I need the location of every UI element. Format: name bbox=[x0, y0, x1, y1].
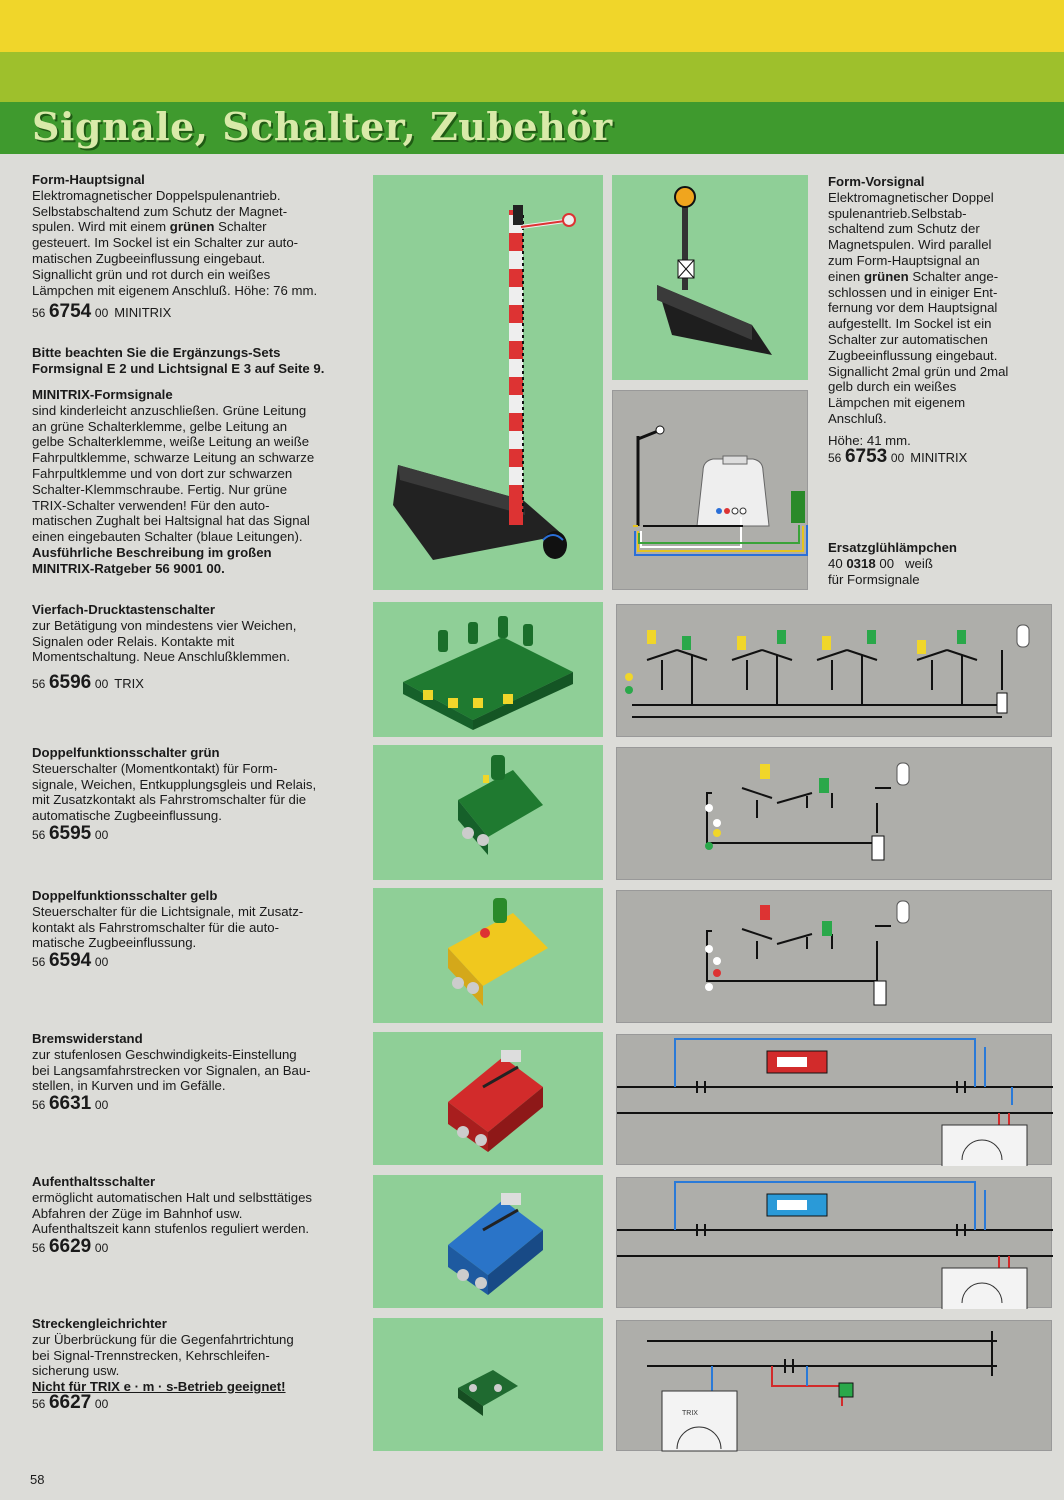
article-number: 56 6627 00 bbox=[32, 1391, 109, 1413]
photo-bremswiderstand bbox=[373, 1032, 603, 1165]
text-line: Ausführliche Beschreibung im großen bbox=[32, 544, 272, 560]
article-number: 56 6753 00 MINITRIX bbox=[828, 445, 968, 467]
text-line: Aufenthaltszeit kann stufenlos reguliert werden. bbox=[32, 1221, 310, 1237]
text-line: für Formsignale bbox=[828, 571, 920, 587]
text-line: sind kinderleicht anzuschließen. Grüne Leitung bbox=[32, 402, 307, 418]
page-number: 58 bbox=[30, 1472, 45, 1487]
text-line: Schalter ange- bbox=[912, 268, 999, 284]
text-line: Anschluß. bbox=[828, 410, 887, 426]
text-line: Selbstabschaltend zum Schutz der Magnet- bbox=[32, 203, 288, 219]
height-spec: Höhe: 41 mm. bbox=[828, 432, 911, 448]
text-line: an grüne Schalterklemme, gelbe Leitung an bbox=[32, 418, 288, 434]
text-line: matischen Zughalt bei Haltsignal hat das Signal bbox=[32, 513, 310, 529]
text-line: bei Signal-Trennstrecken, Kehrschleifen- bbox=[32, 1347, 270, 1363]
article-number: 40 0318 00 weiß bbox=[828, 555, 933, 571]
aufenthalt-text bbox=[32, 1174, 367, 1257]
text-line: Momentschaltung. Neue Anschlußklemmen. bbox=[32, 649, 291, 665]
text-line: Lämpchen mit eigenem bbox=[828, 395, 966, 411]
text-line: automatische Zugbeeinflussung. bbox=[32, 808, 222, 824]
text-line: spulen. Wird mit einem bbox=[32, 219, 167, 235]
text-line: einen eingebauten Schalter (blaue Leitungen). bbox=[32, 529, 303, 545]
photo-doppel-gelb bbox=[373, 888, 603, 1023]
photo-form-hauptsignal bbox=[373, 175, 603, 590]
text-line: Steuerschalter (Momentkontakt) für Form- bbox=[32, 760, 278, 776]
text-line: ermöglicht automatischen Halt und selbsttätiges bbox=[32, 1189, 313, 1205]
text-line: TRIX-Schalter verwenden! Für den auto- bbox=[32, 497, 270, 513]
text-line: gelbe Schalterklemme, weiße Leitung an weiße bbox=[32, 434, 310, 450]
ersatz-title: Ersatzglühlämpchen bbox=[828, 540, 957, 555]
emphasis-green: grünen bbox=[863, 268, 909, 284]
text-line: matischen Zugbeeinflussung eingebaut. bbox=[32, 250, 266, 266]
text-line: Zugbeeinflussung eingebaut. bbox=[828, 347, 998, 363]
text-line: Fahrpultklemme und von dort zur schwarzen bbox=[32, 465, 293, 481]
strecken-title: Streckengleichrichter bbox=[32, 1316, 167, 1331]
ergaenzung-note bbox=[32, 345, 362, 377]
article-number: 56 6629 00 bbox=[32, 1236, 109, 1258]
diagram-aufenthalt-wiring bbox=[616, 1177, 1052, 1308]
doppel-gelb-title: Doppelfunktionsschalter gelb bbox=[32, 888, 218, 903]
text-line: zum Form-Hauptsignal an bbox=[828, 252, 980, 268]
text-line: schaltend zum Schutz der bbox=[828, 221, 980, 237]
text-line: Signalen oder Relais. Kontakte mit bbox=[32, 633, 235, 649]
form-hauptsignal-title: Form-Hauptsignal bbox=[32, 172, 145, 187]
page-title: Signale, Schalter, Zubehör bbox=[32, 104, 613, 149]
photo-form-vorsignal bbox=[612, 175, 808, 380]
text-line: gesteuert. Im Sockel ist ein Schalter zur auto- bbox=[32, 235, 299, 251]
form-vorsignal-title: Form-Vorsignal bbox=[828, 174, 925, 189]
minitrix-formsignale-title: MINITRIX-Formsignale bbox=[32, 387, 173, 402]
emphasis-green: grünen bbox=[169, 219, 215, 235]
form-hauptsignal-text bbox=[32, 172, 362, 322]
photo-doppel-gruen bbox=[373, 745, 603, 880]
text-line: zur Überbrückung für die Gegenfahrtrichtung bbox=[32, 1331, 294, 1347]
text-line: zur stufenlosen Geschwindigkeits-Einstellung bbox=[32, 1046, 297, 1062]
doppel-gruen-text bbox=[32, 745, 367, 844]
text-line: kontakt als Fahrstromschalter für die auto- bbox=[32, 919, 280, 935]
diagram-vierfach-wiring bbox=[616, 604, 1052, 737]
text-line: fernung vor dem Hauptsignal bbox=[828, 300, 998, 316]
header-band-lime bbox=[0, 52, 1064, 102]
diagram-doppel-gruen-wiring bbox=[616, 747, 1052, 880]
text-line: Schalter bbox=[218, 219, 267, 235]
diagram-doppel-gelb-wiring bbox=[616, 890, 1052, 1023]
doppel-gelb-text bbox=[32, 888, 367, 971]
text-line: Abfahren der Züge im Bahnhof usw. bbox=[32, 1205, 243, 1221]
text-line: bei Langsamfahrstrecken vor Signalen, an Bau- bbox=[32, 1062, 311, 1078]
text-line: Steuerschalter für die Lichtsignale, mit Zusatz- bbox=[32, 903, 304, 919]
text-line: matische Zugbeeinflussung. bbox=[32, 935, 197, 951]
text-line: Fahrpultklemme, schwarze Leitung an schwarze bbox=[32, 450, 315, 466]
photo-streckengleichrichter bbox=[373, 1318, 603, 1451]
text-line: zur Betätigung von mindestens vier Weichen, bbox=[32, 617, 297, 633]
text-line: Formsignal E 2 und Lichtsignal E 3 auf Seite 9. bbox=[32, 360, 325, 376]
text-line: Signallicht grün und rot durch ein weißes bbox=[32, 266, 271, 282]
text-line: gelb durch ein weißes bbox=[828, 379, 957, 395]
diagram-formsignal-wiring bbox=[612, 390, 808, 590]
brems-text bbox=[32, 1031, 367, 1114]
form-vorsignal-text bbox=[828, 174, 1053, 466]
article-number: 56 6631 00 bbox=[32, 1093, 109, 1115]
ersatz-text bbox=[828, 540, 1053, 587]
text-line: Bitte beachten Sie die Ergänzungs-Sets bbox=[32, 345, 281, 360]
diagram-brems-wiring bbox=[616, 1034, 1052, 1165]
text-line: Schalter-Klemmschraube. Fertig. Nur grüne bbox=[32, 481, 288, 497]
text-line: einen bbox=[828, 268, 861, 284]
article-number: 56 6594 00 bbox=[32, 950, 109, 972]
text-line: spulenantrieb.Selbstab- bbox=[828, 205, 967, 221]
text-line: stellen, in Kurven und im Gefälle. bbox=[32, 1078, 226, 1094]
photo-vierfach-schalter bbox=[373, 602, 603, 737]
text-line: mit Zusatzkontakt als Fahrstromschalter für die bbox=[32, 792, 307, 808]
text-line: Elektromagnetischer Doppelspulenantrieb. bbox=[32, 187, 281, 203]
article-number: 56 6596 00 TRIX bbox=[32, 672, 144, 694]
minitrix-formsignale-text bbox=[32, 387, 367, 577]
text-line: Elektromagnetischer Doppel bbox=[828, 189, 994, 205]
vierfach-title: Vierfach-Drucktastenschalter bbox=[32, 602, 215, 617]
warning-note: Nicht für TRIX e · m · s-Betrieb geeignet! bbox=[32, 1379, 286, 1395]
text-line: sicherung usw. bbox=[32, 1363, 120, 1379]
strecken-text bbox=[32, 1316, 367, 1413]
article-number: 56 6754 00 MINITRIX bbox=[32, 301, 172, 323]
diagram-strecken-wiring bbox=[616, 1320, 1052, 1451]
header-band-yellow bbox=[0, 0, 1064, 52]
text-line: Schalter zur automatischen bbox=[828, 331, 988, 347]
text-line: MINITRIX-Ratgeber 56 9001 00. bbox=[32, 560, 225, 576]
text-line: Signallicht 2mal grün und 2mal bbox=[828, 363, 1009, 379]
photo-aufenthaltsschalter bbox=[373, 1175, 603, 1308]
text-line: aufgestellt. Im Sockel ist ein bbox=[828, 316, 992, 332]
text-line: Magnetspulen. Wird parallel bbox=[828, 237, 992, 253]
text-line: schlossen und in einiger Ent- bbox=[828, 284, 998, 300]
trix-label: TRIX bbox=[682, 1410, 698, 1417]
vierfach-text bbox=[32, 602, 367, 693]
doppel-gruen-title: Doppelfunktionsschalter grün bbox=[32, 745, 220, 760]
brems-title: Bremswiderstand bbox=[32, 1031, 143, 1046]
text-line: Lämpchen mit eigenem Anschluß. Höhe: 76 mm. bbox=[32, 282, 318, 298]
article-number: 56 6595 00 bbox=[32, 822, 109, 844]
text-line: signale, Weichen, Entkupplungsgleis und Relais, bbox=[32, 776, 317, 792]
aufenthalt-title: Aufenthaltsschalter bbox=[32, 1174, 156, 1189]
